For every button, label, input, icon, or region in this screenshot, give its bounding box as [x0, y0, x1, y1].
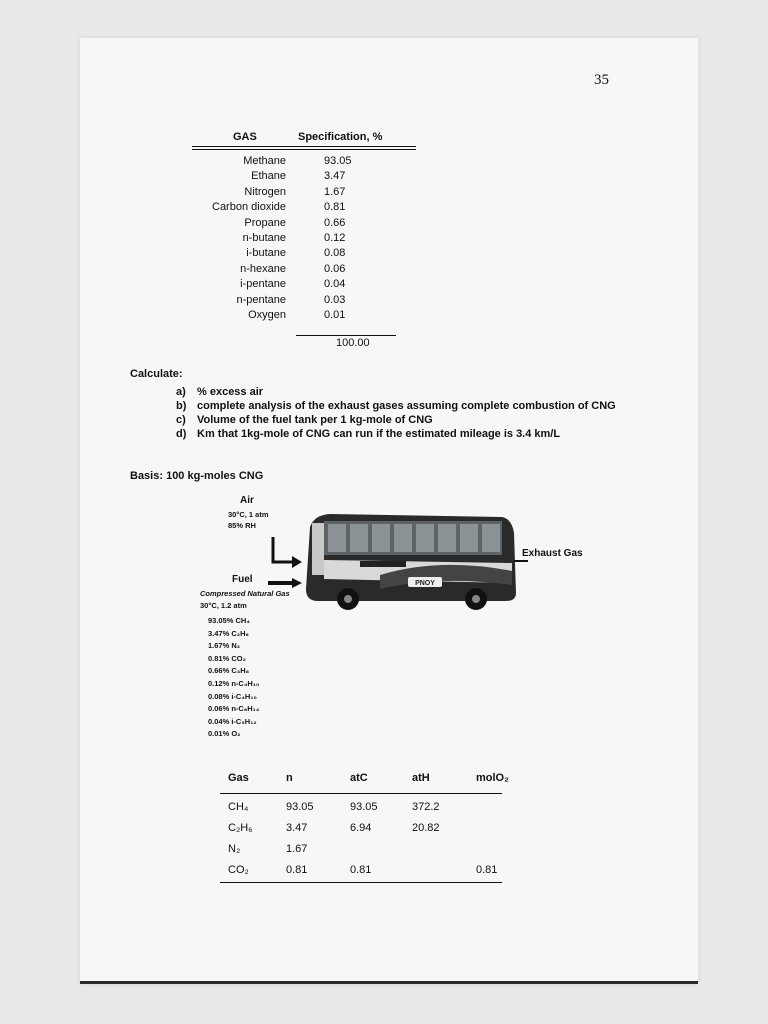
spec-table-body: [196, 154, 396, 323]
spec-gas-value: 93.05: [324, 155, 352, 167]
balance-cell: 0.81: [350, 864, 372, 876]
fuel-composition: [208, 615, 259, 741]
air-arrow: [273, 537, 292, 562]
spec-gas-name: Nitrogen: [244, 185, 286, 198]
bus-logo: PNOY: [415, 580, 435, 587]
bus-diagram: [240, 505, 530, 615]
calculate-title: Calculate:: [130, 368, 183, 380]
spec-gas-value: 3.47: [324, 170, 346, 183]
fuel-label: Fuel: [232, 574, 253, 585]
fuel-arrow-head: [292, 578, 302, 588]
spec-gas-value: 0.01: [324, 308, 346, 321]
balance-header-cell: atC: [350, 772, 368, 784]
balance-cell: 93.05: [350, 801, 378, 813]
balance-cell: CH₄: [228, 801, 249, 813]
calculate-item: [176, 385, 676, 399]
spec-rule: [192, 146, 416, 147]
spec-gas-value: 0.06: [324, 262, 346, 275]
balance-cell: N₂: [228, 843, 241, 855]
balance-cell: 372.2: [412, 801, 440, 813]
exhaust-gas-label: Exhaust Gas: [522, 548, 583, 559]
spec-row: [196, 231, 396, 246]
balance-header-cell: n: [286, 772, 293, 784]
balance-table: [220, 772, 510, 885]
calculate-item: [176, 399, 676, 413]
spec-row: [196, 246, 396, 261]
spec-gas-name: i-butane: [246, 247, 286, 260]
calculate-item: [176, 413, 676, 427]
balance-cell: 0.81: [286, 864, 308, 876]
spec-total-rule: [296, 335, 396, 336]
air-cond-humidity: 85% RH: [228, 521, 256, 530]
balance-table-header-rule: [220, 793, 502, 794]
fuel-component: 3.47% C₂H₆: [208, 628, 249, 638]
fuel-component: 0.81% CO₂: [208, 653, 246, 663]
spec-gas-value: 0.08: [324, 247, 346, 260]
calculate-item: [176, 427, 676, 441]
spec-gas-value: 0.81: [324, 201, 346, 214]
spec-gas-name: Carbon dioxide: [212, 201, 286, 214]
fuel-component: 0.66% C₃H₈: [208, 666, 250, 676]
fuel-component: 0.01% O₂: [208, 729, 241, 739]
spec-row: [196, 277, 396, 292]
balance-table-row: [220, 801, 510, 822]
fuel-conditions: 30°C, 1.2 atm: [200, 601, 247, 610]
spec-row: [196, 308, 396, 323]
fuel-component: 1.67% N₂: [208, 641, 241, 651]
fuel-component: 0.06% n-C₆H₁₄: [208, 704, 260, 714]
calculate-list: [176, 385, 676, 441]
balance-table-header: [220, 772, 510, 793]
balance-cell: 20.82: [412, 822, 440, 834]
balance-header-cell: molO₂: [476, 772, 509, 784]
fuel-component: 0.04% i-C₅H₁₂: [208, 716, 257, 726]
balance-table-row: [220, 822, 510, 843]
fuel-type: Compressed Natural Gas: [200, 589, 290, 598]
spec-rule: [192, 149, 416, 150]
spec-gas-value: 0.12: [324, 231, 346, 244]
fuel-component: 0.12% n-C₄H₁₀: [208, 678, 260, 688]
spec-col-spec: Specification, %: [298, 131, 383, 143]
spec-row: [196, 154, 396, 169]
spec-col-gas: GAS: [233, 131, 257, 143]
fuel-component: 93.05% CH₄: [208, 616, 250, 625]
balance-header-cell: Gas: [228, 772, 249, 784]
balance-cell: 1.67: [286, 843, 308, 855]
spec-gas-name: Oxygen: [248, 308, 286, 321]
page-bottom-border: [80, 981, 698, 984]
spec-gas-name: n-pentane: [236, 293, 286, 306]
spec-gas-name: n-hexane: [240, 262, 286, 275]
spec-gas-value: 1.67: [324, 185, 346, 198]
spec-gas-name: Ethane: [251, 170, 286, 183]
balance-cell: 0.81: [476, 864, 498, 876]
spec-gas-name: Methane: [243, 155, 286, 167]
spec-row: [196, 216, 396, 231]
spec-gas-name: n-butane: [242, 231, 286, 244]
calculate-item-letter: c): [176, 414, 186, 426]
spec-total: 100.00: [336, 337, 370, 349]
spec-row: [196, 169, 396, 184]
spec-row: [196, 262, 396, 277]
spec-row: [196, 185, 396, 200]
spec-gas-value: 0.04: [324, 278, 346, 291]
balance-table-row: [220, 843, 510, 864]
calculate-item-text: Km that 1kg-mole of CNG can run if the estimated mileage is 3.4 km/L: [197, 428, 561, 440]
spec-gas-value: 0.66: [324, 216, 346, 229]
balance-cell: CO₂: [228, 864, 249, 876]
balance-cell: 3.47: [286, 822, 308, 834]
calculate-item-letter: b): [176, 400, 187, 412]
air-label: Air: [240, 495, 254, 506]
balance-header-cell: atH: [412, 772, 430, 784]
calculate-item-text: complete analysis of the exhaust gases assuming complete combustion of CNG: [197, 400, 616, 412]
calculate-item-letter: d): [176, 428, 187, 440]
balance-cell: C₂H₆: [228, 822, 253, 834]
calculate-item-text: Volume of the fuel tank per 1 kg-mole of CNG: [197, 414, 433, 426]
balance-cell: 6.94: [350, 822, 372, 834]
spec-gas-name: Propane: [244, 216, 286, 229]
spec-gas-name: i-pentane: [240, 278, 286, 291]
spec-row: [196, 293, 396, 308]
spec-row: [196, 200, 396, 215]
spec-gas-value: 0.03: [324, 293, 346, 306]
air-arrow-head: [292, 556, 302, 568]
fuel-component: 0.08% i-C₄H₁₀: [208, 691, 257, 701]
air-cond-temp-pressure: 30°C, 1 atm: [228, 510, 269, 519]
bus-icon: [306, 514, 516, 610]
basis-text: Basis: 100 kg-moles CNG: [130, 470, 264, 482]
balance-table-bottom-rule: [220, 882, 502, 883]
calculate-item-letter: a): [176, 386, 186, 398]
calculate-item-text: % excess air: [197, 386, 264, 398]
page-number: 35: [594, 72, 609, 88]
balance-cell: 93.05: [286, 801, 314, 813]
